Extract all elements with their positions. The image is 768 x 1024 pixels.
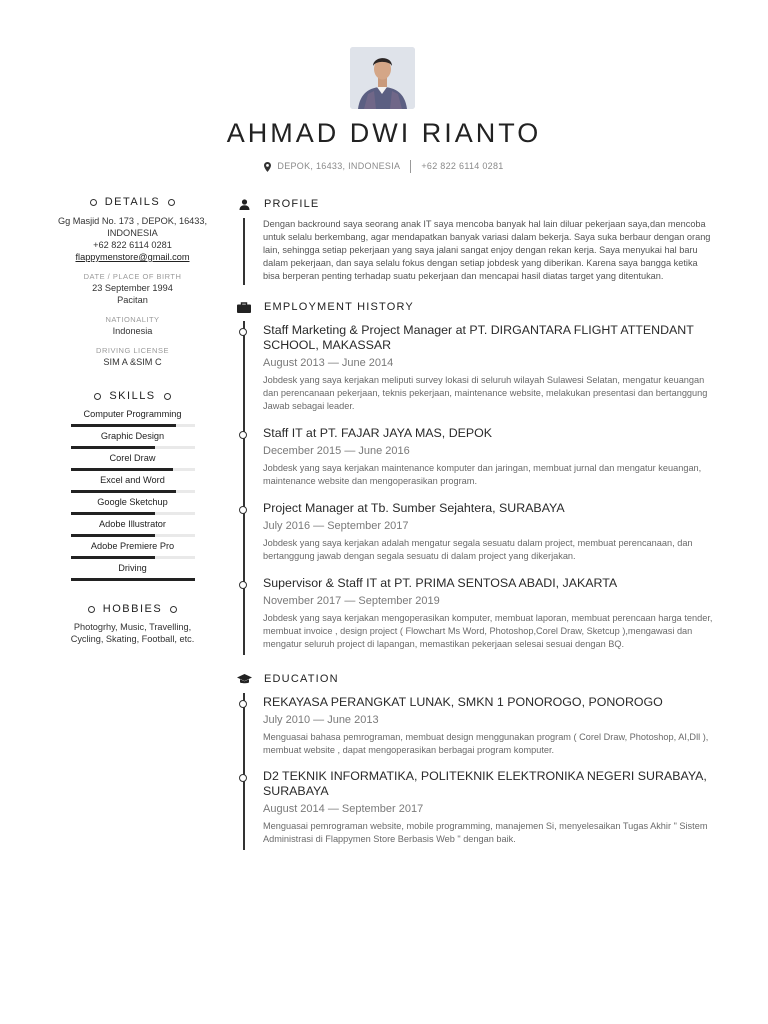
entry-title: Project Manager at Tb. Sumber Sejahtera, SURABAYA bbox=[263, 501, 565, 515]
education-timeline bbox=[243, 693, 716, 850]
profile-heading bbox=[236, 196, 716, 212]
entry-title: Staff Marketing & Project Manager at PT. DIRGANTARA FLIGHT ATTENDANT SCHOOL, MAKASSAR bbox=[263, 323, 694, 352]
skills-list bbox=[55, 405, 210, 581]
skill-name: Adobe Illustrator bbox=[99, 519, 166, 529]
skill-level-bar bbox=[71, 578, 195, 581]
entry-date: July 2010 — June 2013 bbox=[263, 714, 379, 726]
skill-level-fill bbox=[71, 578, 195, 581]
pob-value: Pacitan bbox=[117, 295, 148, 305]
timeline-dot bbox=[239, 581, 247, 589]
skill-level-fill bbox=[71, 468, 174, 471]
skill-item bbox=[71, 559, 195, 581]
entry-title: Staff IT at PT. FAJAR JAYA MAS, DEPOK bbox=[263, 426, 493, 440]
employment-timeline bbox=[243, 321, 716, 655]
entry-description: Menguasai pemrograman website, mobile programming, manajemen Si, menyelesaikan Tugas Akhir " Sistem Administrasi di Flappymen Store Berbasis Web " dengan baik. bbox=[263, 821, 708, 844]
skill-name: Adobe Premiere Pro bbox=[90, 541, 175, 551]
nationality-value: Indonesia bbox=[112, 326, 153, 336]
license-label: DRIVING LICENSE bbox=[96, 346, 169, 355]
skill-level-bar bbox=[71, 534, 195, 537]
hobbies-line-1: Photogrhy, Music, Travelling, bbox=[73, 622, 192, 632]
skill-level-fill bbox=[71, 556, 155, 559]
entry-description: Jobdesk yang saya kerjakan maintenance komputer dan jaringan, membuat jurnal dan mengatur keuangan, maintenance website dan mengoperasikan program. bbox=[263, 463, 702, 486]
entry-description: Jobdesk yang saya kerjakan mengoperasikan komputer, membuat laporan, membuat perencaan harga tender, membuat invoice , design project ( Flowchart Ms Word, Photoshop,Corel Draw, Sketcup ),mengawasi dan mengatur seluruh project di lapangan, memastikan pekerjaan selesai sesuai dengan BQ. bbox=[263, 613, 713, 649]
graduation-cap-icon bbox=[237, 674, 252, 685]
entry-description: Jobdesk yang saya kerjakan adalah mengatur segala sesuatu dalam project, membuat perencanaan, dan bertanggung jawab dengan segala sesuatu di dalam project yang dikerjakan. bbox=[263, 538, 693, 561]
profile-title: PROFILE bbox=[264, 198, 320, 210]
ring-icon bbox=[94, 393, 101, 400]
briefcase-icon bbox=[237, 302, 251, 313]
skill-level-bar bbox=[71, 446, 195, 449]
ring-icon bbox=[88, 606, 95, 613]
dob-label: DATE / PLACE OF BIRTH bbox=[83, 272, 182, 281]
details-heading bbox=[55, 196, 210, 208]
skill-level-bar bbox=[71, 490, 195, 493]
education-title: EDUCATION bbox=[264, 673, 339, 685]
timeline-dot bbox=[239, 700, 247, 708]
skill-item bbox=[71, 493, 195, 515]
skill-name: Driving bbox=[118, 563, 147, 573]
ring-icon bbox=[170, 606, 177, 613]
entry-date: August 2013 — June 2014 bbox=[263, 357, 394, 369]
skill-level-fill bbox=[71, 424, 176, 427]
ring-icon bbox=[164, 393, 171, 400]
skill-level-fill bbox=[71, 512, 155, 515]
entry-date: July 2016 — September 2017 bbox=[263, 520, 409, 532]
contact-divider bbox=[410, 160, 411, 173]
skill-level-fill bbox=[71, 534, 155, 537]
skill-name: Graphic Design bbox=[100, 431, 165, 441]
details-phone: +62 822 6114 0281 bbox=[93, 240, 172, 250]
skill-level-bar bbox=[71, 424, 195, 427]
entry-title: D2 TEKNIK INFORMATIKA, POLITEKNIK ELEKTRONIKA NEGERI SURABAYA, SURABAYA bbox=[263, 769, 707, 798]
entry-date: November 2017 — September 2019 bbox=[263, 595, 440, 607]
timeline-dot bbox=[239, 774, 247, 782]
employment-entry bbox=[263, 323, 716, 413]
employment-entry bbox=[263, 501, 716, 563]
address-line-1: Gg Masjid No. 173 , DEPOK, 16433, bbox=[57, 216, 208, 226]
entry-description: Jobdesk yang saya kerjakan meliputi survey lokasi di seluruh wilayah Sulawesi Selatan, mengatur keuangan dan perencanaan pekerjaan, teknis pekerjaan, maintenance website, melakukan presentasi dan bertanggung Jawab sebagai leader. bbox=[263, 375, 708, 411]
skill-item bbox=[71, 471, 195, 493]
email-link[interactable]: flappymenstore@gmail.com bbox=[75, 252, 190, 262]
entry-description: Menguasai bahasa pemrograman, membuat design menggunakan program ( Corel Draw, Photoshop, AI,Dll ), membuat website , dapat mengoperasikan berbagai program komputer. bbox=[263, 732, 709, 755]
skill-name: Computer Programming bbox=[83, 409, 182, 419]
skill-item bbox=[71, 427, 195, 449]
contact-line bbox=[0, 160, 768, 173]
hobbies-heading bbox=[55, 603, 210, 615]
address-line-2: INDONESIA bbox=[107, 228, 158, 238]
skill-level-fill bbox=[71, 446, 155, 449]
hobbies-title: HOBBIES bbox=[102, 603, 163, 615]
skill-item bbox=[71, 405, 195, 427]
skills-title: SKILLS bbox=[109, 390, 156, 402]
skill-level-fill bbox=[71, 490, 176, 493]
skill-name: Google Sketchup bbox=[97, 497, 168, 507]
hobbies-line-2: Cycling, Skating, Football, etc. bbox=[70, 634, 195, 644]
employment-heading bbox=[236, 299, 716, 315]
nationality-label: NATIONALITY bbox=[105, 315, 160, 324]
right-column bbox=[236, 196, 716, 850]
location-pin-icon bbox=[264, 162, 271, 172]
ring-icon bbox=[90, 199, 97, 206]
employment-entry bbox=[263, 576, 716, 651]
left-column bbox=[55, 196, 210, 645]
entry-title: REKAYASA PERANGKAT LUNAK, SMKN 1 PONOROGO, PONOROGO bbox=[263, 695, 663, 709]
timeline-dot bbox=[239, 431, 247, 439]
candidate-name: AHMAD DWI RIANTO bbox=[226, 118, 542, 148]
ring-icon bbox=[168, 199, 175, 206]
employment-entry bbox=[263, 426, 716, 488]
entry-title: Supervisor & Staff IT at PT. PRIMA SENTOSA ABADI, JAKARTA bbox=[263, 576, 618, 590]
timeline-dot bbox=[239, 506, 247, 514]
skill-level-bar bbox=[71, 512, 195, 515]
education-heading bbox=[236, 671, 716, 687]
skill-name: Excel and Word bbox=[100, 475, 165, 485]
entry-date: December 2015 — June 2016 bbox=[263, 445, 410, 457]
employment-title: EMPLOYMENT HISTORY bbox=[264, 301, 414, 313]
skill-item bbox=[71, 537, 195, 559]
license-value: SIM A &SIM C bbox=[103, 357, 162, 367]
skill-name: Corel Draw bbox=[109, 453, 156, 463]
profile-text: Dengan backround saya seorang anak IT saya mencoba banyak hal lain diluar pekerjaan saya,dan mencoba untuk selalu berkembang, agar mendapatkan banyak variasi dalam bekerja. Saya suka berbaur dengan orang lain, sehingga setiap pekerjaan yang saya jalani sangat enjoy dengan rekan kerja. Saya menyukai hal baru dalam pekerjaan, dan saya selalu fokus dengan setiap jobdesk yang diberikan. Karena saya bangga ketika bisa berperan penting terhadap suatu pekerjaan dan mencapai hasil diatas target yang ditentukan. bbox=[263, 219, 711, 281]
skill-level-bar bbox=[71, 468, 195, 471]
profile-photo bbox=[350, 47, 415, 109]
education-entry bbox=[263, 695, 716, 757]
profile-timeline bbox=[243, 218, 716, 285]
entry-date: August 2014 — September 2017 bbox=[263, 803, 424, 815]
details-title: DETAILS bbox=[104, 196, 161, 208]
header-phone: +62 822 6114 0281 bbox=[421, 160, 504, 171]
dob-value: 23 September 1994 bbox=[92, 283, 173, 293]
skill-level-bar bbox=[71, 556, 195, 559]
skill-item bbox=[71, 515, 195, 537]
skills-heading bbox=[55, 390, 210, 402]
timeline-dot bbox=[239, 328, 247, 336]
education-entry bbox=[263, 769, 716, 846]
header-location: DEPOK, 16433, INDONESIA bbox=[277, 160, 401, 171]
person-icon bbox=[239, 199, 250, 210]
skill-item bbox=[71, 449, 195, 471]
